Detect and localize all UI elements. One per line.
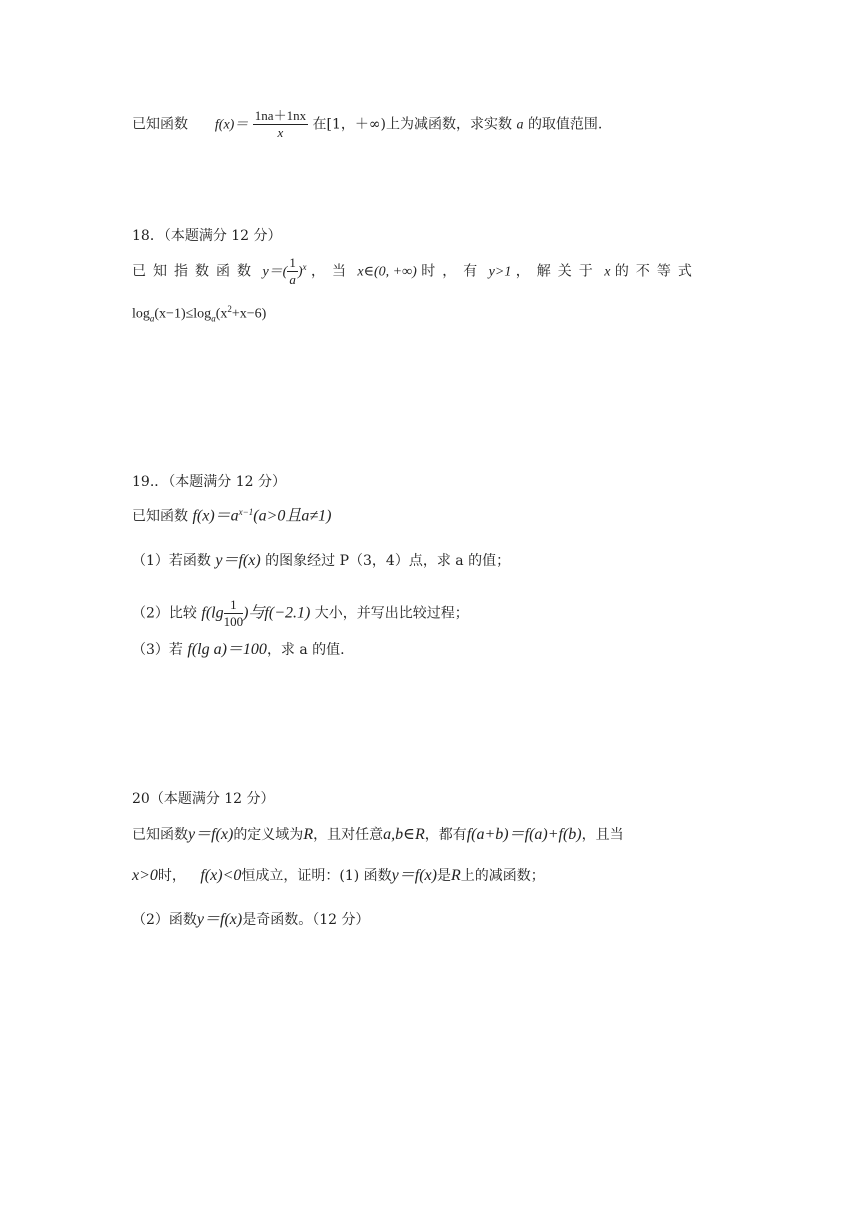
q17-var-a: a bbox=[516, 117, 524, 133]
q19-p1-point: P（3，4） bbox=[339, 553, 409, 569]
q20-line1 bbox=[132, 827, 624, 843]
q18-frac-den: a bbox=[289, 272, 296, 287]
q19-p2-mid: )与f(−2.1) bbox=[243, 604, 311, 622]
q19-p2-end: 大小，并写出比较过程； bbox=[314, 605, 469, 622]
q17-statement bbox=[132, 108, 602, 141]
q18-intro: 已知指数函数 bbox=[132, 263, 258, 280]
q20-l1-R: R bbox=[303, 826, 314, 843]
q20-l2-func: y＝f(x) bbox=[391, 867, 437, 884]
q19-func: f(x)＝a bbox=[192, 507, 239, 525]
q19-p2-f: f(lg bbox=[201, 604, 224, 622]
q19-title: 19.．（本题满分 12 分） bbox=[132, 474, 286, 490]
q19-p2-label: （2）比较 bbox=[132, 605, 197, 622]
q18-solve: ，解关于 bbox=[515, 263, 600, 280]
q18-comma1: ，当 bbox=[310, 263, 353, 280]
q18-domain: x∈(0, +∞) bbox=[357, 264, 417, 280]
q19-intro: 已知函数 bbox=[132, 508, 188, 525]
q19-p3-end: ，求 a 的值. bbox=[266, 642, 345, 658]
q17-fx: f(x)＝ bbox=[214, 117, 249, 133]
q20-l2-cond: x>0 bbox=[132, 867, 158, 884]
q20-l1-ab: a,b∈R bbox=[383, 826, 425, 843]
q19-func-cond: (a>0且a≠1) bbox=[253, 507, 332, 525]
q19-p3-eq: f(lg a)＝100 bbox=[187, 641, 267, 658]
q18-title: 18．（本题满分 12 分） bbox=[132, 228, 282, 244]
q17-frac-num: 1na＋1nx bbox=[254, 108, 307, 123]
q20-l3-func: y＝f(x) bbox=[196, 911, 243, 928]
q18-var-x: x bbox=[604, 264, 611, 280]
q20-l1-c: ，且对任意 bbox=[313, 827, 384, 843]
q20-l3-b: 是奇函数。（12 分） bbox=[242, 912, 370, 928]
q18-y-end: ) bbox=[297, 264, 303, 280]
q18-when: 时，有 bbox=[421, 263, 485, 280]
q18-line1 bbox=[132, 255, 699, 288]
q20-l1-a: 已知函数 bbox=[132, 827, 188, 843]
q17-end: 的取值范围. bbox=[527, 116, 603, 133]
q18-ineq-sub: a bbox=[149, 313, 155, 324]
q17-fraction bbox=[253, 108, 308, 141]
q20-l2-R: R bbox=[450, 867, 461, 884]
q20-l1-func: y＝f(x) bbox=[188, 826, 234, 843]
q18-ineq-sq: 2 bbox=[227, 304, 232, 314]
q17-intro: 已知函数 bbox=[132, 116, 188, 133]
q18-frac-num: 1 bbox=[289, 255, 296, 270]
q18-cond: y>1 bbox=[488, 264, 512, 280]
q19-p1-text: 的图象经过 bbox=[265, 553, 336, 569]
q18-ineq-tail: +x−6) bbox=[231, 306, 267, 322]
q20-l3-a: （2）函数 bbox=[132, 912, 197, 928]
q19-p2-fraction bbox=[224, 597, 244, 630]
q20-l1-e: ，且当 bbox=[581, 827, 624, 843]
q20-line2 bbox=[132, 868, 545, 884]
q20-l2-c: 是 bbox=[436, 868, 451, 884]
q17-after: 在[1，＋∞)上为减函数，求实数 bbox=[312, 116, 513, 133]
q19-part3 bbox=[132, 642, 345, 658]
q18-fraction bbox=[287, 255, 298, 288]
q18-ineq-sub2: a bbox=[211, 313, 216, 324]
q18-ineq-word: 的不等式 bbox=[614, 263, 699, 280]
q20-l2-d: 上的减函数； bbox=[460, 868, 545, 884]
q18-ineq-mid: (x−1)≤log bbox=[154, 306, 212, 322]
q19-p1-label: （1）若函数 bbox=[132, 553, 211, 569]
q18-exp: x bbox=[302, 261, 307, 272]
q19-p1-func: y＝f(x) bbox=[215, 552, 261, 569]
q20-l2-a: 时， bbox=[157, 868, 186, 884]
q18-ineq-right: (x bbox=[215, 306, 228, 322]
q18-ineq-left: log bbox=[132, 306, 150, 322]
q19-p2-num: 1 bbox=[224, 597, 244, 614]
q19-part2 bbox=[132, 597, 469, 630]
q19-part1 bbox=[132, 553, 510, 569]
q20-l2-f: f(x)<0 bbox=[200, 867, 242, 884]
q20-title: 20（本题满分 12 分） bbox=[132, 791, 275, 807]
q19-p3-label: （3）若 bbox=[132, 642, 183, 658]
q20-l2-b: 恒成立，证明：(1) 函数 bbox=[241, 868, 392, 884]
q19-p2-den: 100 bbox=[223, 614, 244, 629]
q20-line3 bbox=[132, 912, 370, 928]
q19-p1-end: 点，求 a 的值； bbox=[408, 553, 511, 569]
q18-inequality bbox=[132, 305, 266, 323]
q17-frac-den: x bbox=[277, 125, 284, 140]
q19-function bbox=[132, 508, 332, 525]
q20-l1-d: ，都有 bbox=[424, 827, 467, 843]
q20-l1-eq: f(a+b)＝f(a)+f(b) bbox=[466, 826, 582, 843]
q19-func-exp: x−1 bbox=[238, 507, 254, 517]
q20-l1-b: 的定义域为 bbox=[233, 827, 304, 843]
q18-y-eq: y＝( bbox=[262, 264, 288, 280]
